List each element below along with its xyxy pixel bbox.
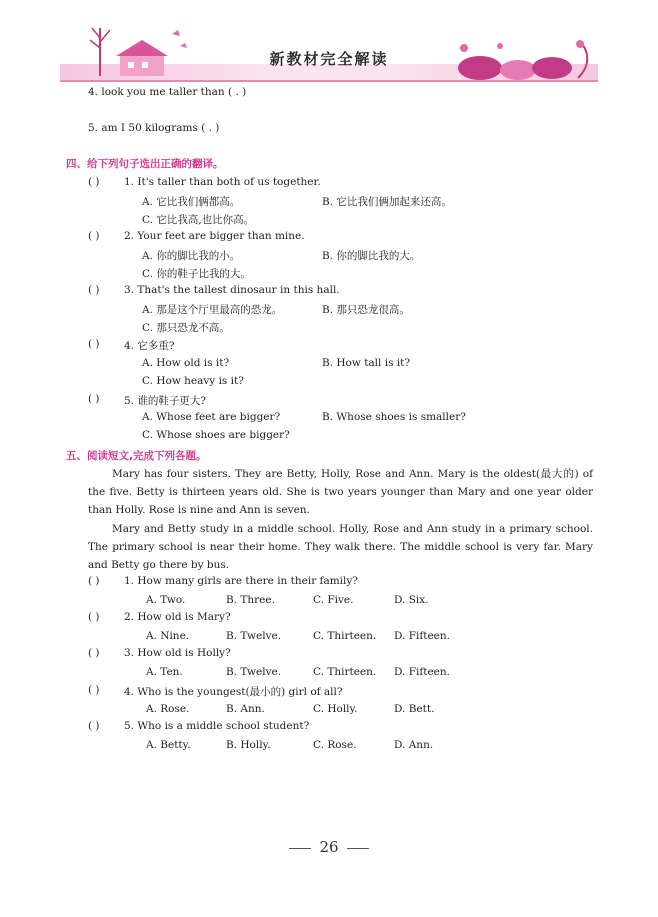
reorder-question-4: 4. look you me taller than ( . ) (88, 86, 247, 98)
option-c: C. Thirteen. (313, 666, 377, 678)
page-header (60, 20, 598, 82)
footer-dash-left (289, 848, 311, 849)
option-c: C. Thirteen. (313, 630, 377, 642)
answer-blank[interactable]: ( ) (88, 338, 100, 350)
option-a: A. Whose feet are bigger? (142, 411, 281, 423)
option-c: C. Rose. (313, 739, 357, 751)
section-4-title: 四、给下列句子选出正确的翻译。 (66, 158, 224, 170)
answer-blank[interactable]: ( ) (88, 284, 100, 296)
answer-blank[interactable]: ( ) (88, 720, 100, 732)
option-d: D. Fifteen. (394, 630, 450, 642)
option-a: A. Rose. (146, 703, 190, 715)
answer-blank[interactable]: ( ) (88, 611, 100, 623)
option-c: C. How heavy is it? (142, 375, 244, 387)
option-c: C. 你的鞋子比我的大。 (142, 268, 251, 280)
option-b: B. Twelve. (226, 630, 282, 642)
option-b: B. Ann. (226, 703, 265, 715)
question-text: 4. 它多重? (124, 340, 175, 352)
option-b: B. Twelve. (226, 666, 282, 678)
option-b: B. 那只恐龙很高。 (322, 304, 410, 316)
answer-blank[interactable]: ( ) (88, 575, 100, 587)
option-b: B. 它比我们俩加起来还高。 (322, 196, 452, 208)
option-a: A. Ten. (146, 666, 183, 678)
header-title: 新教材完全解读 (269, 50, 389, 68)
option-d: D. Six. (394, 594, 429, 606)
option-b: B. Holly. (226, 739, 271, 751)
option-a: A. Two. (146, 594, 186, 606)
option-d: D. Bett. (394, 703, 435, 715)
question-text: 3. That's the tallest dinosaur in this hall. (124, 284, 340, 296)
answer-blank[interactable]: ( ) (88, 176, 100, 188)
option-a: A. 它比我们俩都高。 (142, 196, 241, 208)
page-number: 26 (319, 838, 339, 856)
question-text: 1. How many girls are there in their family? (124, 575, 358, 587)
option-b: B. How tall is it? (322, 357, 411, 369)
question-text: 4. Who is the youngest(最小的) girl of all? (124, 686, 343, 698)
option-c: C. 它比我高,也比你高。 (142, 214, 255, 226)
option-a: A. 你的脚比我的小。 (142, 250, 241, 262)
question-text: 3. How old is Holly? (124, 647, 231, 659)
reading-paragraph-2: Mary and Betty study in a middle school. Holly, Rose and Ann study in a primary school. The primary school is near their home. They walk there. The middle school is very far. Mary and Betty go there by bus. (88, 523, 593, 572)
option-a: A. Betty. (146, 739, 191, 751)
question-text: 2. Your feet are bigger than mine. (124, 230, 305, 242)
question-text: 1. It's taller than both of us together. (124, 176, 321, 188)
option-d: D. Ann. (394, 739, 434, 751)
question-text: 5. Who is a middle school student? (124, 720, 310, 732)
option-b: B. 你的脚比我的大。 (322, 250, 421, 262)
question-text: 2. How old is Mary? (124, 611, 231, 623)
option-a: A. How old is it? (142, 357, 230, 369)
reading-paragraph-1: Mary has four sisters. They are Betty, Holly, Rose and Ann. Mary is the oldest(最大的) of the five. Betty is thirteen years old. She is two years younger than Mary and one year older than Holly. Rose is nine and Ann is seven. (88, 468, 593, 517)
section-5-title: 五、阅读短文,完成下列各题。 (66, 450, 207, 462)
answer-blank[interactable]: ( ) (88, 647, 100, 659)
option-c: C. Holly. (313, 703, 358, 715)
question-text: 5. 谁的鞋子更大? (124, 395, 206, 407)
option-c: C. Five. (313, 594, 354, 606)
footer-dash-right (347, 848, 369, 849)
page-footer (0, 838, 658, 856)
option-d: D. Fifteen. (394, 666, 450, 678)
option-c: C. Whose shoes are bigger? (142, 429, 290, 441)
answer-blank[interactable]: ( ) (88, 684, 100, 696)
option-b: B. Three. (226, 594, 275, 606)
reorder-question-5: 5. am I 50 kilograms ( . ) (88, 122, 220, 134)
option-b: B. Whose shoes is smaller? (322, 411, 466, 423)
option-c: C. 那只恐龙不高。 (142, 322, 230, 334)
option-a: A. Nine. (146, 630, 190, 642)
answer-blank[interactable]: ( ) (88, 393, 100, 405)
option-a: A. 那是这个厅里最高的恐龙。 (142, 304, 283, 316)
answer-blank[interactable]: ( ) (88, 230, 100, 242)
